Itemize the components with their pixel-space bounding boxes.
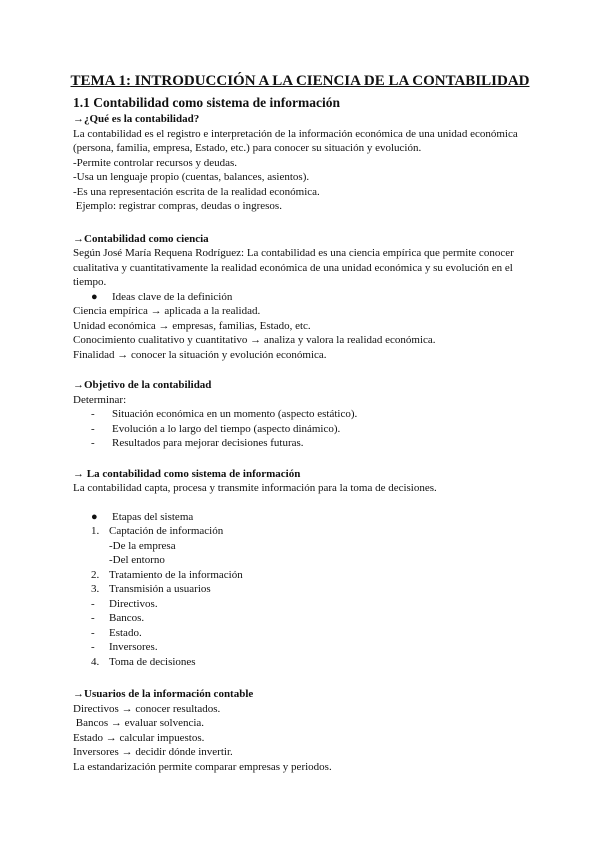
- list-item-text: Bancos.: [109, 612, 145, 624]
- list-marker: -: [91, 612, 95, 624]
- list-item: [73, 597, 533, 612]
- list-item-text: Resultados para mejorar decisiones futuras.: [112, 437, 304, 449]
- text-line: Según José María Requena Rodríguez: La contabilidad es una ciencia empírica que permite conocer: [73, 247, 514, 259]
- list-item: [73, 553, 533, 568]
- list-item: [73, 539, 533, 554]
- dash-marker: -: [91, 408, 95, 420]
- list-item-text: Evolución a lo largo del tiempo (aspecto dinámico).: [112, 422, 341, 435]
- text-line: Ejemplo: registrar compras, deudas o ingresos.: [73, 200, 282, 212]
- science-heading: →Contabilidad como ciencia: [73, 232, 209, 245]
- text-line: Bancos → evaluar solvencia.: [73, 717, 205, 729]
- list-item: [73, 436, 533, 451]
- text-line: Determinar:: [73, 393, 127, 406]
- science-block: [73, 232, 533, 363]
- list-item-text: Captación de información: [109, 525, 224, 537]
- list-marker: 4.: [91, 655, 100, 668]
- text-line: La estandarización permite comparar empresas y periodos.: [73, 760, 332, 773]
- list-item: [73, 422, 533, 437]
- objective-block: [73, 378, 533, 451]
- text-line: (persona, familia, empresa, Estado, etc.) para conocer su situación y evolución.: [73, 142, 422, 154]
- list-marker: -: [91, 641, 95, 653]
- list-item-text: Inversores.: [109, 641, 158, 653]
- users-heading: →Usuarios de la información contable: [73, 688, 254, 700]
- list-marker: -: [91, 626, 95, 639]
- list-item-text: -Del entorno: [109, 554, 165, 566]
- text-line: Directivos → conocer resultados.: [73, 702, 221, 715]
- text-line: Finalidad → conocer la situación y evolución económica.: [73, 348, 327, 361]
- bullet-icon: ●: [91, 510, 98, 523]
- section-heading: 1.1 Contabilidad como sistema de información: [73, 95, 341, 110]
- text-line: tiempo.: [73, 276, 107, 288]
- information-system-heading: → La contabilidad como sistema de información: [73, 467, 301, 480]
- list-item-text: -De la empresa: [109, 539, 176, 552]
- text-line: Conocimiento cualitativo y cuantitativo → analiza y valora la realidad económica.: [73, 334, 436, 346]
- text-line: Unidad económica → empresas, familias, Estado, etc.: [73, 319, 311, 332]
- list-item-text: Estado.: [109, 626, 142, 639]
- list-item-text: Tratamiento de la información: [109, 568, 243, 581]
- objective-heading: →Objetivo de la contabilidad: [73, 379, 212, 391]
- document-body: [73, 94, 533, 774]
- text-line: -Permite controlar recursos y deudas.: [73, 156, 238, 169]
- text-line: La contabilidad capta, procesa y transmite información para la toma de decisiones.: [73, 482, 437, 494]
- list-marker: 1.: [91, 525, 100, 537]
- list-marker: 2.: [91, 568, 100, 581]
- users-block: [73, 687, 533, 774]
- text-line: -Es una representación escrita de la realidad económica.: [73, 185, 320, 198]
- list-item: [73, 611, 533, 626]
- list-marker: 3.: [91, 583, 100, 595]
- list-item: [73, 290, 533, 305]
- list-item-text: Directivos.: [109, 597, 158, 610]
- dash-marker: -: [91, 437, 95, 449]
- document-title: TEMA 1: INTRODUCCIÓN A LA CIENCIA DE LA CONTABILIDAD: [70, 73, 530, 89]
- list-item-text: Ideas clave de la definición: [112, 290, 233, 303]
- information-system-block: [73, 467, 533, 670]
- list-marker: -: [91, 597, 95, 610]
- list-item: [73, 407, 533, 422]
- text-line: Estado → calcular impuestos.: [73, 731, 205, 744]
- dash-marker: -: [91, 422, 95, 435]
- text-line: Ciencia empírica → aplicada a la realidad.: [73, 305, 261, 317]
- list-item-text: Etapas del sistema: [112, 510, 194, 523]
- text-line: -Usa un lenguaje propio (cuentas, balances, asientos).: [73, 171, 310, 183]
- list-item: [73, 568, 533, 583]
- list-item: [73, 626, 533, 641]
- list-item-text: Situación económica en un momento (aspecto estático).: [112, 408, 358, 420]
- text-line: La contabilidad es el registro e interpretación de la información económica de una unidad económica: [73, 127, 518, 140]
- list-item: [73, 524, 533, 539]
- what-is-accounting-heading: →¿Qué es la contabilidad?: [73, 113, 200, 125]
- list-item: [73, 640, 533, 655]
- text-line: cualitativa y cuantitativamente la realidad económica de una unidad económica y su evolución en el: [73, 261, 513, 274]
- list-item: [73, 655, 533, 670]
- what-is-accounting-block: [73, 112, 533, 214]
- list-item-text: Toma de decisiones: [109, 655, 196, 668]
- text-line: Inversores → decidir dónde invertir.: [73, 746, 233, 758]
- list-item: [73, 582, 533, 597]
- list-item-text: Transmisión a usuarios: [109, 583, 211, 595]
- bullet-icon: ●: [91, 290, 98, 303]
- list-item: [73, 510, 533, 525]
